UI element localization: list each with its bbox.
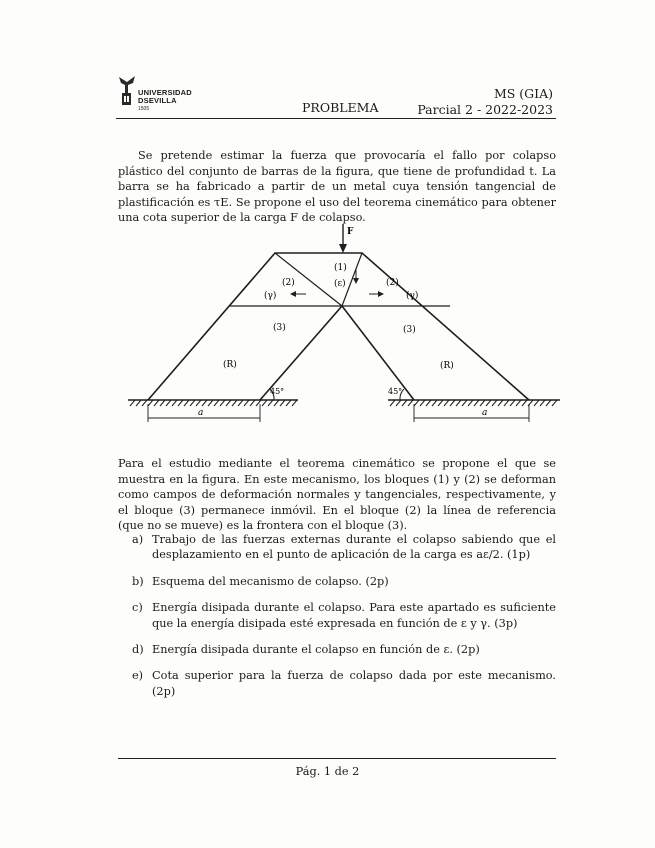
dimension-line-right <box>414 404 529 422</box>
footer-divider <box>118 758 556 759</box>
question-item <box>118 574 556 589</box>
load-label: F <box>347 227 354 237</box>
block3-left-label: (3) <box>273 323 286 333</box>
question-label: a) <box>132 533 144 546</box>
block1-label: (1) <box>334 263 347 273</box>
inner-frame-line <box>260 306 414 400</box>
university-emblem-icon <box>116 73 138 109</box>
rigid-left-label: (R) <box>223 360 237 370</box>
question-text: Trabajo de las fuerzas externas durante el colapso sabiendo que el desplazamiento en el punto de aplicación de la carga es aε/2. (1p) <box>152 533 556 562</box>
question-item <box>118 600 556 631</box>
university-logo <box>116 73 216 117</box>
question-label: e) <box>132 669 144 683</box>
angle-right-label: 45° <box>388 387 403 396</box>
block2-right-strain-label: (γ) <box>406 291 419 301</box>
question-text: Esquema del mecanismo de colapso. (2p) <box>152 574 389 588</box>
question-list <box>118 532 556 710</box>
exam-term: Parcial 2 - 2022-2023 <box>417 102 553 117</box>
question-item <box>118 642 556 657</box>
dimension-right-label: a <box>482 408 488 418</box>
truss-figure <box>120 222 565 432</box>
load-arrow <box>339 224 347 253</box>
university-name-line-2: DSEVILLA <box>138 96 177 105</box>
block3-right-label: (3) <box>403 325 416 335</box>
block1-strain-label: (ε) <box>334 279 346 289</box>
dimension-line-left <box>148 404 260 422</box>
university-name <box>138 89 192 105</box>
question-label: d) <box>132 643 144 657</box>
rigid-right-label: (R) <box>440 361 454 371</box>
question-text: Energía disipada durante el colapso en función de ε. (2p) <box>152 643 480 657</box>
question-text: Cota superior para la fuerza de colapso dada por este mecanismo. (2p) <box>152 669 556 698</box>
block2-left-arrow <box>290 291 306 297</box>
ground-support-left <box>128 400 298 406</box>
question-label: c) <box>132 601 143 615</box>
question-label: b) <box>132 574 144 588</box>
section-title: PROBLEMA <box>302 100 379 115</box>
page-number: Pág. 1 de 2 <box>295 765 360 778</box>
question-item <box>118 668 556 699</box>
block2-right-arrow <box>369 291 384 297</box>
angle-left-label: 45° <box>270 387 285 396</box>
problem-statement: Se pretende estimar la fuerza que provocaría el fallo por colapso plástico del conjunto de barras de la figura, que tiene de profundidad t. La barra se ha fabricado a partir de un metal cuya tensión tangencial de plastificación es τE. Se propone el uso del teorema cinemático para obtener una cota superior de la carga F de colapso. <box>118 149 556 224</box>
block2-left-label: (2) <box>282 278 295 288</box>
block1-down-arrow <box>353 269 359 284</box>
outer-frame-line <box>148 253 529 400</box>
course-code: MS (GIA) <box>493 86 553 101</box>
university-year: 1505 <box>138 106 150 112</box>
mechanism-description: Para el estudio mediante el teorema cinemático se propone el que se muestra en la figura. En este mecanismo, los bloques (1) y (2) se deforman como campos de deformación normales y tangenciales, respectivamente, y el bloque (3) permanece inmóvil. En el bloque (2) la línea de referencia (que no se mueve) es la frontera con el bloque (3). <box>118 457 556 532</box>
question-text: Energía disipada durante el colapso. Para este apartado es suficiente que la energía disipada esté expresada en función de ε y γ. (3p) <box>152 601 556 630</box>
university-name-line-1: UNIVERSIDAD <box>138 88 192 97</box>
question-item <box>118 532 556 563</box>
block2-right-label: (2) <box>386 278 399 288</box>
dimension-left-label: a <box>198 408 204 418</box>
block2-left-strain-label: (γ) <box>264 291 277 301</box>
header-divider <box>116 118 556 119</box>
